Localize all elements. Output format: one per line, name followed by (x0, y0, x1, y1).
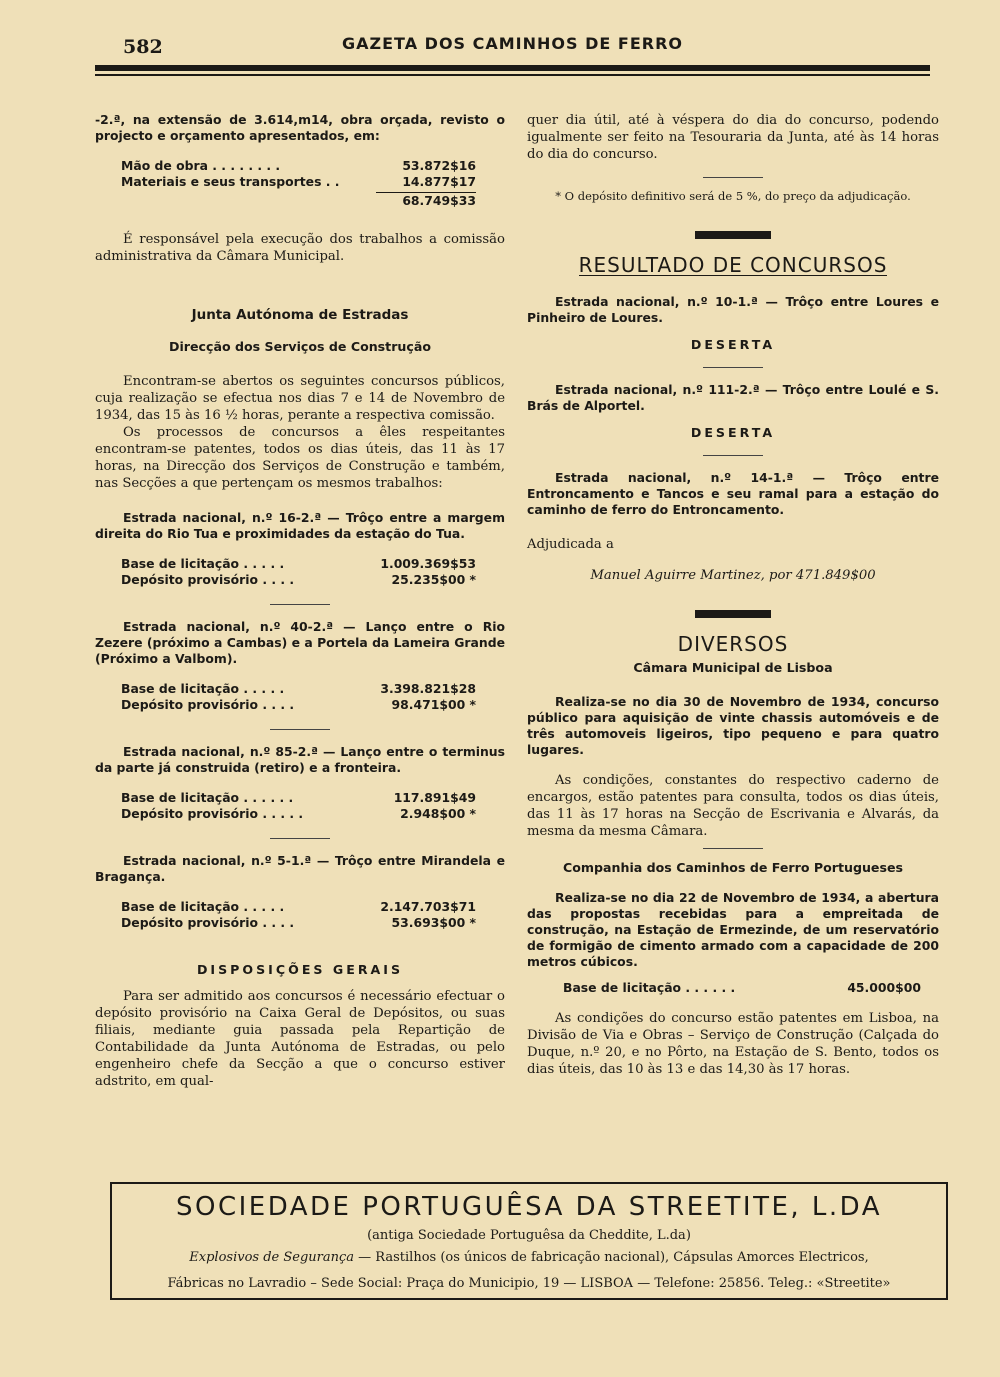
ad-products-italic: Explosivos de Segurança (189, 1250, 355, 1265)
deposito-label: Depósito provisório . . . . (121, 915, 295, 930)
ad-products-rest: — Rastilhos (os únicos de fabricação nacional), Cápsulas Amorces Electricos, (354, 1250, 869, 1265)
black-bar (695, 231, 771, 239)
ad-subtitle: (antiga Sociedade Portuguêsa da Cheddite, L.da) (367, 1228, 691, 1243)
right-column (527, 112, 939, 1078)
page-header (95, 28, 930, 78)
concursos-intro: Encontram-se abertos os seguintes concursos públicos, cuja realização se efectua nos dias 7 e 14 de Novembro de 1934, das 15 às 16 ½ horas, perante a respectiva comissão. (95, 374, 505, 423)
left-column (95, 112, 505, 1090)
result-title: Estrada nacional, n.º 14-1.ª — Trôço entre Entroncamento e Tancos e seu ramal para a estação do caminho de ferro do Entroncamento. (527, 470, 939, 517)
separator (703, 177, 763, 178)
camara-title: Câmara Municipal de Lisboa (633, 660, 833, 675)
deposito-label: Depósito provisório . . . . . (121, 806, 304, 821)
base-label: Base de licitação . . . . . (121, 681, 285, 696)
ad-title: SOCIEDADE PORTUGUÊSA DA STREETITE, L.DA (175, 1192, 883, 1222)
separator (703, 455, 763, 456)
result-title: Estrada nacional, n.º 111-2.ª — Trôço entre Loulé e S. Brás de Alportel. (527, 382, 939, 413)
deposito-label: Depósito provisório . . . . (121, 572, 295, 587)
journal-title: GAZETA DOS CAMINHOS DE FERRO (341, 34, 683, 53)
camara-bold-text: Realiza-se no dia 30 de Novembro de 1934, concurso público para aquisição de vinte chassis automóveis e de três automoveis ligeiros, tipo pequeno e para quatro lugares. (527, 694, 939, 757)
base-label: Base de licitação . . . . . . (121, 790, 294, 805)
cost-value: 53.872$16 (402, 158, 476, 173)
cost-label: Materiais e seus transportes . . (121, 174, 340, 189)
base-value: 45.000$00 (847, 980, 921, 995)
base-label: Base de licitação . . . . . (121, 556, 285, 571)
ad-address-line: Fábricas no Lavradio – Sede Social: Praça do Municipio, 19 — LISBOA — Telefone: 25856. Teleg.: «Streetite» (167, 1276, 891, 1291)
cost-row (121, 158, 476, 174)
cost-value: 14.877$17 (402, 174, 476, 189)
cost-table (121, 158, 476, 209)
diversos-title: DIVERSOS (677, 632, 789, 656)
base-label: Base de licitação . . . . . . (563, 980, 736, 995)
base-value: 3.398.821$28 (380, 681, 476, 696)
concurso-title: Estrada nacional, n.º 16-2.ª — Trôço entre a margem direita do Rio Tua e proximidades da estação do Tua. (95, 510, 505, 541)
base-value: 2.147.703$71 (380, 899, 476, 914)
adjudicada-name: Manuel Aguirre Martinez, por 471.849$00 (590, 568, 876, 583)
processos-text: Os processos de concursos a êles respeitantes encontram-se patentes, todos os dias úteis, das 11 às 17 horas, na Direcção dos Serviços de Construção e também, nas Secções a que pertençam os mesmos trabalhos: (95, 425, 505, 491)
separator (703, 848, 763, 849)
disposicoes-text: Para ser admitido aos concursos é necessário efectuar o depósito provisório na Caixa Geral de Depósitos, ou suas filiais, mediante guia passada pela Repartição de Contabilidade da Junta Autónoma de Estradas, ou pelo engenheiro chefe da Secção a que o concurso estiver adstrito, em qual- (95, 989, 505, 1089)
header-rule-thin (95, 74, 930, 76)
cost-total: 68.749$33 (402, 193, 476, 208)
separator (270, 729, 330, 730)
result-status: DESERTA (690, 337, 776, 352)
separator (270, 604, 330, 605)
companhia-title: Companhia dos Caminhos de Ferro Portugueses (562, 860, 904, 875)
resultado-title-text: RESULTADO DE CONCURSOS (578, 253, 888, 277)
concurso-costs (121, 899, 476, 931)
concurso-title: Estrada nacional, n.º 85-2.ª — Lanço entre o terminus da parte já construida (retiro) e a fronteira. (95, 744, 505, 775)
resultado-title (527, 253, 939, 277)
result-status: DESERTA (690, 425, 776, 440)
separator (703, 367, 763, 368)
deposito-value: 53.693$00 * (391, 915, 476, 930)
black-bar (695, 610, 771, 618)
header-rule-thick (95, 65, 930, 71)
advertisement-box (110, 1182, 948, 1300)
cost-label: Mão de obra . . . . . . . . (121, 158, 281, 173)
base-label: Base de licitação . . . . . (121, 899, 285, 914)
cost-row (121, 174, 476, 190)
footnote: * O depósito definitivo será de 5 %, do preço da adjudicação. (555, 189, 911, 203)
separator (270, 838, 330, 839)
intro-text: -2.ª, na extensão de 3.614,m14, obra orçada, revisto o projecto e orçamento apresentados, em: (95, 112, 505, 143)
direccao-title: Direcção dos Serviços de Construção (169, 339, 431, 354)
page-number: 582 (123, 36, 163, 58)
concurso-costs (121, 681, 476, 713)
base-value: 1.009.369$53 (380, 556, 476, 571)
junta-title: Junta Autónoma de Estradas (191, 307, 409, 323)
companhia-costs (563, 980, 921, 996)
result-title: Estrada nacional, n.º 10-1.ª — Trôço entre Loures e Pinheiro de Loures. (527, 294, 939, 325)
deposito-value: 98.471$00 * (391, 697, 476, 712)
companhia-bold-text: Realiza-se no dia 22 de Novembro de 1934, a abertura das propostas recebidas para a empreitada de construção, na Estação de Ermezinde, de um reservatório de formigão de cimento armado com a capacidade de 200 metros cúbicos. (527, 890, 939, 969)
concurso-costs (121, 556, 476, 588)
camara-text: As condições, constantes do respectivo caderno de encargos, estão patentes para consulta, todos os dias úteis, das 11 às 17 horas na Secção de Escrivania e Alvarás, da mesma da mesma Câmara. (527, 773, 939, 839)
adjudicada-label: Adjudicada a (527, 537, 614, 552)
deposito-value: 2.948$00 * (400, 806, 476, 821)
companhia-text: As condições do concurso estão patentes em Lisboa, na Divisão de Via e Obras – Serviço de Construção (Calçada do Duque, n.º 20, e no Pôrto, na Estação de S. Bento, todos os dias úteis, das 10 às 13 e das 14,30 às 17 horas. (527, 1011, 939, 1077)
cost-total-row (121, 193, 476, 209)
responsavel-text: É responsável pela execução dos trabalhos a comissão administrativa da Câmara Municipal. (95, 232, 505, 264)
concurso-costs (121, 790, 476, 822)
concurso-title: Estrada nacional, n.º 40-2.ª — Lanço entre o Rio Zezere (próximo a Cambas) e a Portela da Lameira Grande (Próximo a Valbom). (95, 619, 505, 666)
disposicoes-title: DISPOSIÇÕES GERAIS (196, 962, 404, 977)
concurso-title: Estrada nacional, n.º 5-1.ª — Trôço entre Mirandela e Bragança. (95, 853, 505, 884)
deposito-label: Depósito provisório . . . . (121, 697, 295, 712)
deposito-value: 25.235$00 * (391, 572, 476, 587)
ad-products-line (112, 1250, 946, 1265)
continuation-text: quer dia útil, até à véspera do dia do concurso, podendo igualmente ser feito na Tesouraria da Junta, até às 14 horas do dia do concurso. (527, 113, 939, 162)
base-value: 117.891$49 (393, 790, 476, 805)
